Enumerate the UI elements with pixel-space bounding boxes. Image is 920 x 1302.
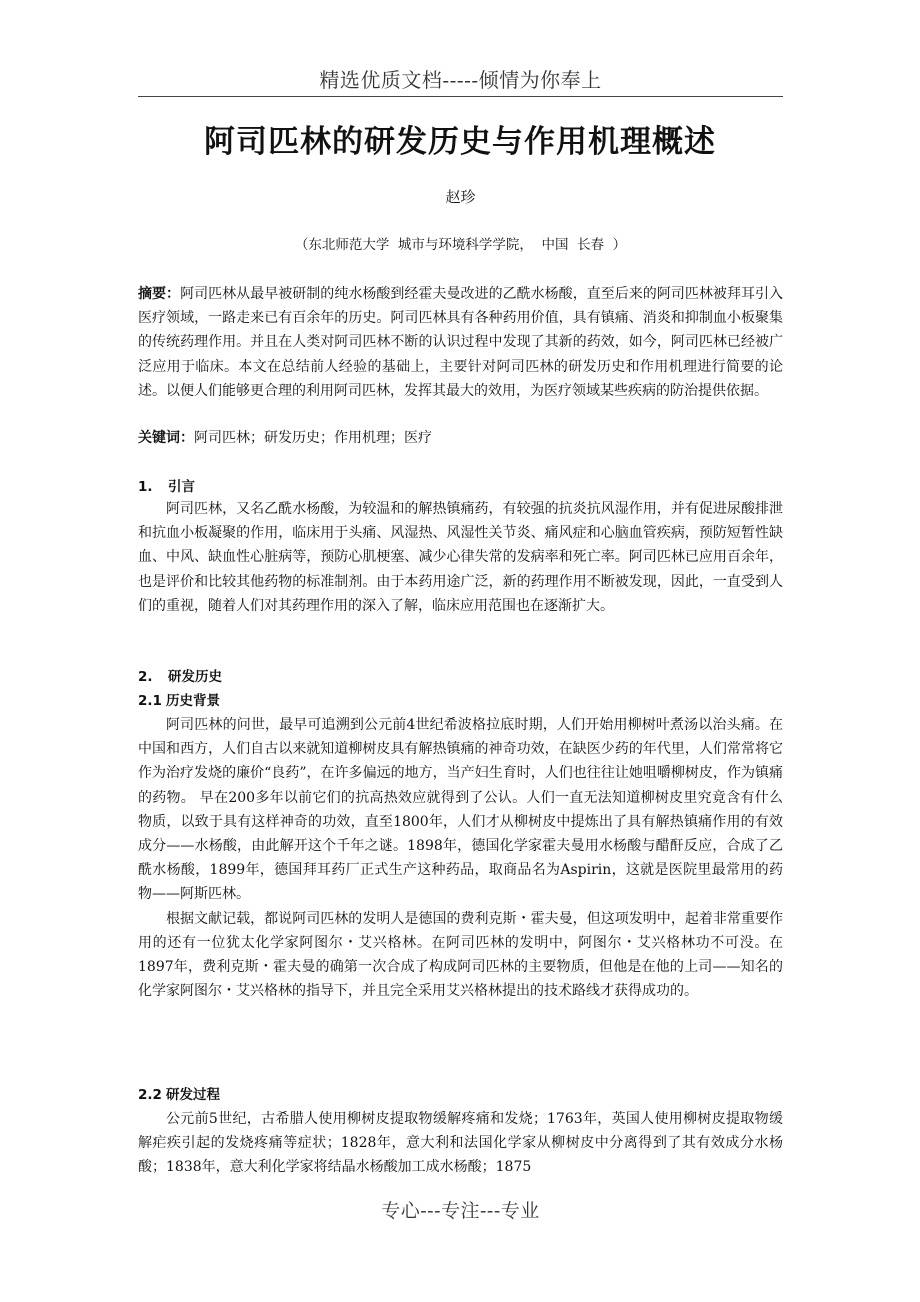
paragraph: 公元前5世纪，古希腊人使用柳树皮提取物缓解疼痛和发烧；1763年，英国人使用柳树皮提取物缓解疟疾引起的发烧疼痛等症状；1828年，意大利和法国化学家从柳树皮中分离得到了其有效成分水杨酸；1838年，意大利化学家将结晶水杨酸加工成水杨酸；1875 bbox=[138, 1111, 783, 1176]
subsection-heading-background bbox=[138, 690, 783, 712]
subsection-title: 历史背景 bbox=[166, 693, 220, 709]
paragraph: 阿司匹林，又名乙酰水杨酸，为较温和的解热镇痛药，有较强的抗炎抗风湿作用，并有促进尿酸排泄和抗血小板凝聚的作用，临床用于头痛、风湿热、风湿性关节炎、痛风症和心脑血管疾病，预防短暂性缺血、中风、缺血性心脏病等，预防心肌梗塞、减少心律失常的发病率和死亡率。阿司匹林已应用百余年，也是评价和比较其他药物的标准制剂。由于本药用途广泛，新的药理作用不断被发现，因此，一直受到人们的重视，随着人们对其药理作用的深入了解，临床应用范围也在逐渐扩大。 bbox=[138, 501, 783, 614]
abstract bbox=[138, 282, 783, 403]
page-footer: 专心---专注---专业 bbox=[381, 1200, 540, 1222]
introduction-body bbox=[138, 497, 783, 618]
background-body bbox=[138, 713, 783, 1003]
section-heading-introduction bbox=[138, 476, 783, 498]
process-body bbox=[138, 1107, 783, 1180]
subsection-heading-process bbox=[138, 1084, 783, 1106]
section-title: 引言 bbox=[168, 479, 195, 495]
paragraph: 阿司匹林的问世，最早可追溯到公元前4世纪希波格拉底时期，人们开始用柳树叶煮汤以治头痛。在中国和西方，人们自古以来就知道柳树皮具有解热镇痛的神奇功效，在缺医少药的年代里，人们常常将它作为治疗发烧的廉价“良药”，在许多偏远的地方，当产妇生育时，人们也往往让她咀嚼柳树皮，作为镇痛的药物。 早在200多年以前它们的抗高热效应就得到了公认。人们一直无法知道柳树皮里究竟含有什么物质，以致于具有这样神奇的功效，直至1800年，人们才从柳树皮中提炼出了具有解热镇痛作用的有效成分——水杨酸，由此解开这个千年之谜。1898年，德国化学家霍夫曼用水杨酸与醋酐反应，合成了乙酰水杨酸，1899年，德国拜耳药厂正式生产这种药品，取商品名为Aspirin，这就是医院里最常用的药物——阿斯匹林。 bbox=[138, 717, 783, 903]
keywords-text: 阿司匹林；研发历史；作用机理；医疗 bbox=[194, 430, 432, 446]
section-number: 1. bbox=[138, 479, 153, 495]
paragraph: 根据文献记载，都说阿司匹林的发明人是德国的费利克斯・霍夫曼，但这项发明中，起着非常重要作用的还有一位犹太化学家阿图尔・艾兴格林。在阿司匹林的发明中，阿图尔・艾兴格林功不可没。在1897年，费利克斯・霍夫曼的确第一次合成了构成阿司匹林的主要物质，但他是在他的上司——知名的化学家阿图尔・艾兴格林的指导下，并且完全采用艾兴格林提出的技术路线才获得成功的。 bbox=[138, 910, 783, 1000]
abstract-label: 摘要： bbox=[138, 286, 181, 302]
subsection-number: 2.1 bbox=[138, 693, 162, 709]
header-rule bbox=[138, 96, 783, 97]
subsection-number: 2.2 bbox=[138, 1087, 162, 1103]
abstract-text: 阿司匹林从最早被研制的纯水杨酸到经霍夫曼改进的乙酰水杨酸，直至后来的阿司匹林被拜耳引入医疗领域，一路走来已有百余年的历史。阿司匹林具有各种药用价值，具有镇痛、消炎和抑制血小板聚集的传统药理作用。并且在人类对阿司匹林不断的认识过程中发现了其新的药效，如今，阿司匹林已经被广泛应用于临床。本文在总结前人经验的基础上，主要针对阿司匹林的研发历史和作用机理进行简要的论述。以便人们能够更合理的利用阿司匹林，发挥其最大的效用，为医疗领域某些疾病的防治提供依据。 bbox=[138, 286, 784, 399]
section-heading-history bbox=[138, 666, 783, 688]
author-name: 赵珍 bbox=[445, 188, 476, 206]
paper-title: 阿司匹林的研发历史与作用机理概述 bbox=[204, 124, 716, 160]
author-affiliation: （东北师范大学 城市与环境科学学院， 中国 长春 ） bbox=[294, 237, 627, 253]
section-title: 研发历史 bbox=[168, 669, 222, 685]
subsection-title: 研发过程 bbox=[166, 1087, 220, 1103]
keywords bbox=[138, 426, 783, 450]
keywords-label: 关键词： bbox=[138, 430, 194, 446]
section-number: 2. bbox=[138, 669, 153, 685]
page-header: 精选优质文档-----倾情为你奉上 bbox=[319, 68, 602, 92]
